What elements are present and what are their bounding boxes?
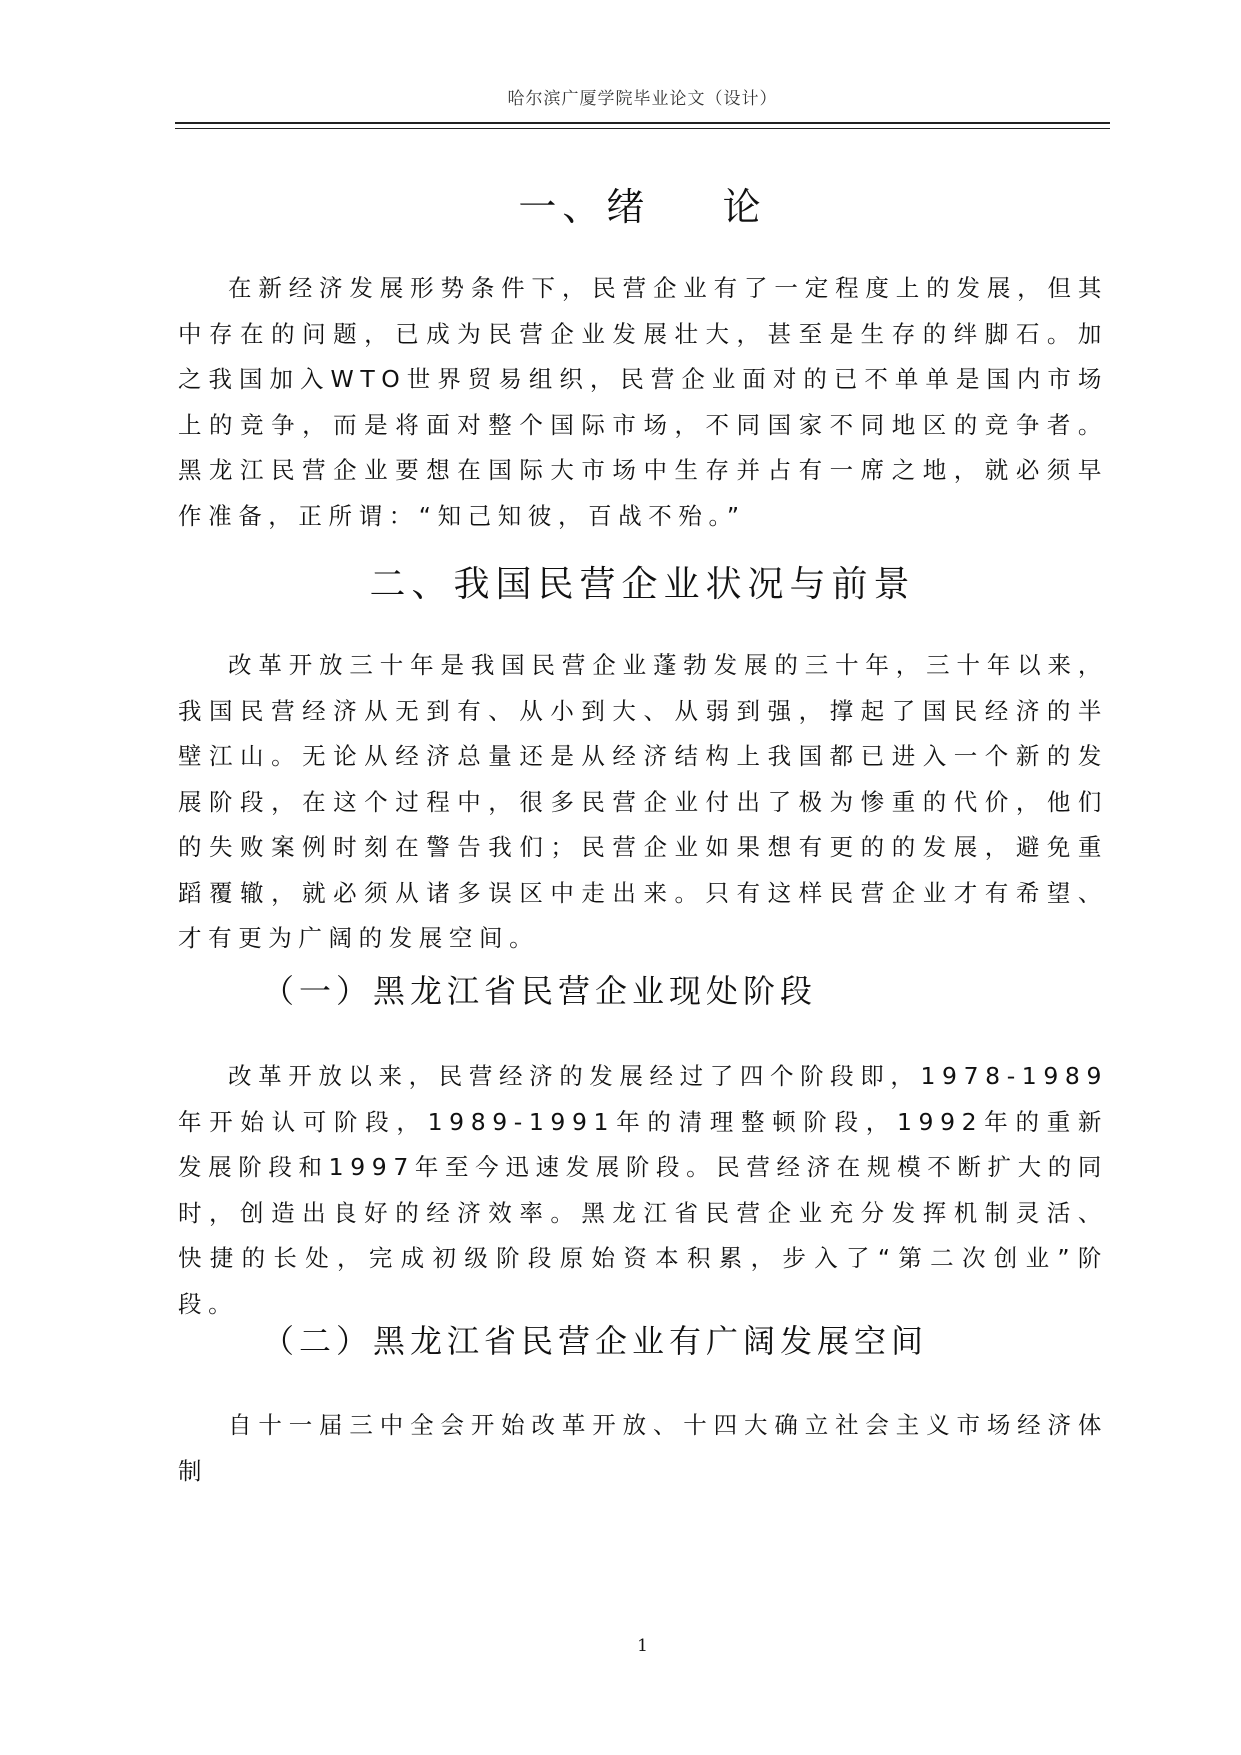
status-paragraph: 改革开放三十年是我国民营企业蓬勃发展的三十年，三十年以来，我国民营经济从无到有、从小到大、从弱到强，撑起了国民经济的半壁江山。无论从经济总量还是从经济结构上我国都已进入一个新的发展阶段，在这个过程中，很多民营企业付出了极为惨重的代价，他们的失败案例时刻在警告我们；民营企业如果想有更的的发展，避免重蹈覆辙，就必须从诸多误区中走出来。只有这样民营企业才有希望、才有更为广阔的发展空间。 (178, 651, 1108, 952)
intro-paragraph: 在新经济发展形势条件下，民营企业有了一定程度上的发展，但其中存在的问题，已成为民营企业发展壮大，甚至是生存的绊脚石。加之我国加入WTO世界贸易组织，民营企业面对的已不单单是国内市场上的竞争，而是将面对整个国际市场，不同国家不同地区的竞争者。黑龙江民营企业要想在国际大市场中生存并占有一席之地，就必须早作准备，正所谓：“知己知彼，百战不殆。” (178, 274, 1108, 530)
header-rule-thick (175, 122, 1110, 124)
header-rule-thin (175, 128, 1110, 129)
page-number: 1 (637, 1636, 648, 1656)
subsection-heading-space: （二）黑龙江省民营企业有广阔发展空间 (262, 1322, 929, 1360)
section-heading-intro: 一、绪 论 (518, 185, 767, 229)
space-paragraph: 自十一届三中全会开始改革开放、十四大确立社会主义市场经济体制 (178, 1411, 1108, 1485)
subsection-heading-stage: （一）黑龙江省民营企业现处阶段 (262, 972, 818, 1010)
document-header: 哈尔滨广厦学院毕业论文（设计） (507, 89, 778, 109)
section-heading-status: 二、我国民营企业状况与前景 (369, 564, 916, 605)
stage-paragraph: 改革开放以来，民营经济的发展经过了四个阶段即，1978-1989年开始认可阶段，1989-1991年的清理整顿阶段，1992年的重新发展阶段和1997年至今迅速发展阶段。民营经济在规模不断扩大的同时，创造出良好的经济效率。黑龙江省民营企业充分发挥机制灵活、快捷的长处，完成初级阶段原始资本积累，步入了“第二次创业”阶段。 (178, 1062, 1108, 1318)
